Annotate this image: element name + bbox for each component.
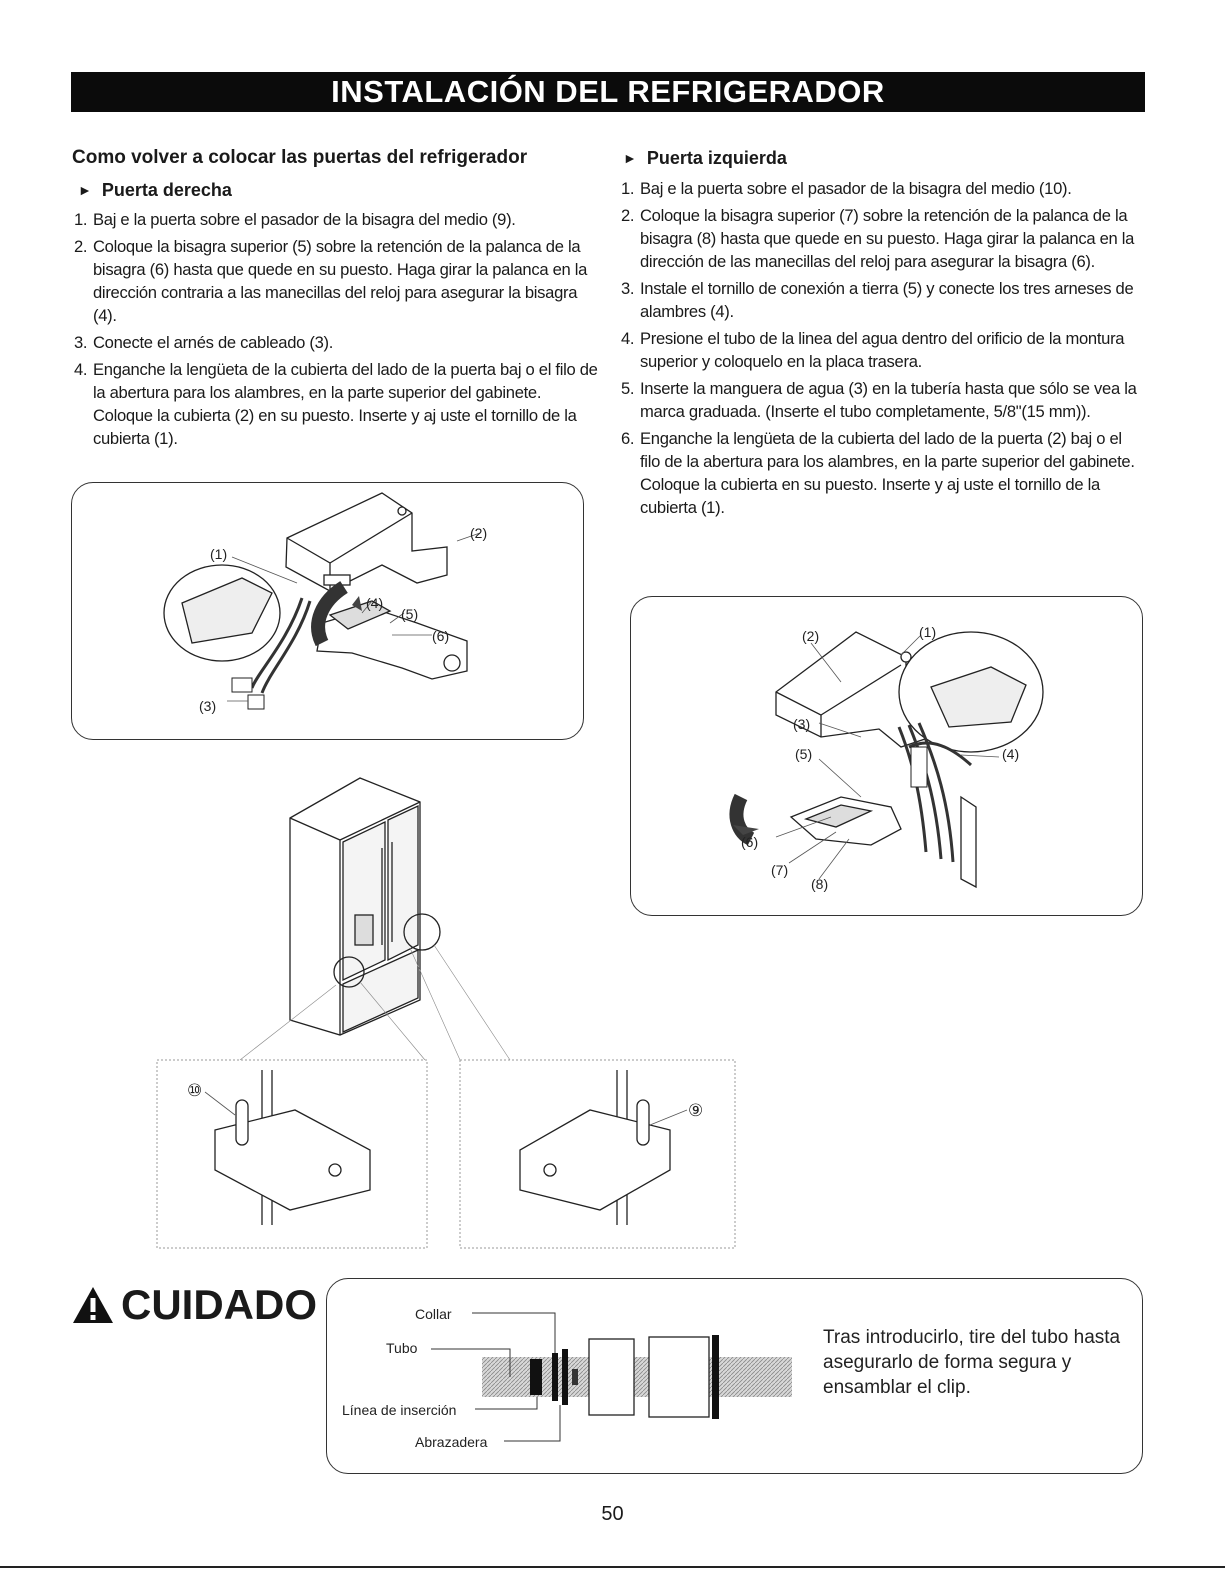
subheading-label: Puerta izquierda xyxy=(646,148,787,168)
right-door-steps xyxy=(74,208,599,454)
figure-label: (6) xyxy=(741,834,759,850)
caution-heading xyxy=(71,1280,317,1330)
warning-triangle-icon xyxy=(71,1285,115,1325)
pointer-arrow-icon: ► xyxy=(78,182,92,198)
figure-label: (1) xyxy=(210,546,228,562)
step-text: Coloque la bisagra superior (7) sobre la retención de la palanca de la bisagra (8) hasta que quede en su puesto. Haga girar la palanca en la dirección de las manecillas del reloj para asegurar la bisagra (6). xyxy=(640,206,1135,271)
step-text: Baj e la puerta sobre el pasador de la bisagra del medio (9). xyxy=(93,210,516,229)
step-item xyxy=(621,277,1146,323)
step-text: Coloque la bisagra superior (5) sobre la retención de la palanca de la bisagra (6) hasta que quede en su puesto. Haga girar la palanca en la dirección contraria a las manecillas del reloj para asegurar la bisagra (4). xyxy=(93,237,588,325)
step-text: Presione el tubo de la linea del agua dentro del orificio de la montura superior y coloquelo en la placa trasera. xyxy=(640,329,1125,371)
right-door-figure xyxy=(71,482,584,740)
caution-label-clamp: Abrazadera xyxy=(415,1434,488,1450)
step-number: 3. xyxy=(74,333,88,352)
subheading-right-door xyxy=(78,178,232,202)
subheading-label: Puerta derecha xyxy=(101,180,232,200)
step-number: 3. xyxy=(621,279,635,298)
figure-label: (4) xyxy=(1002,746,1020,762)
page-number: 50 xyxy=(601,1503,624,1525)
figure-label: (6) xyxy=(432,628,450,644)
step-number: 2. xyxy=(621,206,635,225)
figure-label: (3) xyxy=(199,698,217,714)
figure-label: (4) xyxy=(366,595,384,611)
step-number: 1. xyxy=(621,179,635,198)
figure-label: (2) xyxy=(470,525,488,541)
step-text: Enganche la lengüeta de la cubierta del lado de la puerta (2) baj o el filo de la abertura para los alambres, en la parte superior del gabinete. Coloque la cubierta en su puesto. Inserte y aj uste el tornillo de la cubierta (1). xyxy=(640,429,1135,517)
step-text: Baj e la puerta sobre el pasador de la bisagra del medio (10). xyxy=(640,179,1072,198)
step-item xyxy=(621,377,1146,423)
caution-word: CUIDADO xyxy=(121,1281,317,1328)
caution-label-collar: Collar xyxy=(415,1306,452,1322)
step-number: 2. xyxy=(74,237,88,256)
figure-label: (5) xyxy=(795,746,813,762)
step-number: 6. xyxy=(621,429,635,448)
bottom-rule xyxy=(0,1566,1225,1568)
hinge-label-10: ⑩ xyxy=(187,1081,203,1100)
right-door-hinge-illustration xyxy=(72,483,583,739)
step-item xyxy=(74,235,599,327)
water-tube-fitting-illustration xyxy=(327,1279,827,1473)
step-text: Enganche la lengüeta de la cubierta del lado de la puerta baj o el filo de la abertura para los alambres, en la parte superior del gabinete. Coloque la cubierta (2) en su puesto. Inserte y aj uste el tornillo de la cubierta (1). xyxy=(93,360,598,448)
caution-label-tube: Tubo xyxy=(386,1340,418,1356)
step-number: 4. xyxy=(621,329,635,348)
section-heading: Como volver a colocar las puertas del refrigerador xyxy=(72,147,528,168)
step-number: 1. xyxy=(74,210,88,229)
figure-label: (1) xyxy=(919,624,937,640)
hinge-label-9: ⑨ xyxy=(688,1101,704,1120)
pointer-arrow-icon: ► xyxy=(623,150,637,166)
step-number: 5. xyxy=(621,379,635,398)
figure-label: (5) xyxy=(401,606,419,622)
step-text: Instale el tornillo de conexión a tierra (5) y conecte los tres arneses de alambres (4). xyxy=(640,279,1134,321)
figure-label: (2) xyxy=(802,628,820,644)
refrigerator-hinge-diagram xyxy=(150,770,740,1255)
refrigerator-illustration xyxy=(150,770,740,1255)
step-text: Conecte el arnés de cableado (3). xyxy=(93,333,334,352)
step-item xyxy=(74,208,599,231)
step-number: 4. xyxy=(74,360,88,379)
figure-label: (7) xyxy=(771,862,789,878)
step-item xyxy=(621,204,1146,273)
figure-label: (3) xyxy=(793,716,811,732)
step-item xyxy=(621,327,1146,373)
subheading-left-door xyxy=(623,146,787,170)
step-item xyxy=(74,331,599,354)
step-item xyxy=(621,177,1146,200)
left-door-steps xyxy=(621,177,1146,523)
caution-text: Tras introducirlo, tire del tubo hasta asegurarlo de forma segura y ensamblar el clip. xyxy=(823,1327,1121,1398)
step-text: Inserte la manguera de agua (3) en la tubería hasta que sólo se vea la marca graduada. (Inserte el tubo completamente, 5/8"(15 mm)). xyxy=(640,379,1137,421)
page-title: INSTALACIÓN DEL REFRIGERADOR xyxy=(71,72,1145,112)
step-item xyxy=(74,358,599,450)
figure-label: (8) xyxy=(811,876,829,892)
step-item xyxy=(621,427,1146,519)
caution-label-insertion-line: Línea de inserción xyxy=(342,1402,457,1418)
